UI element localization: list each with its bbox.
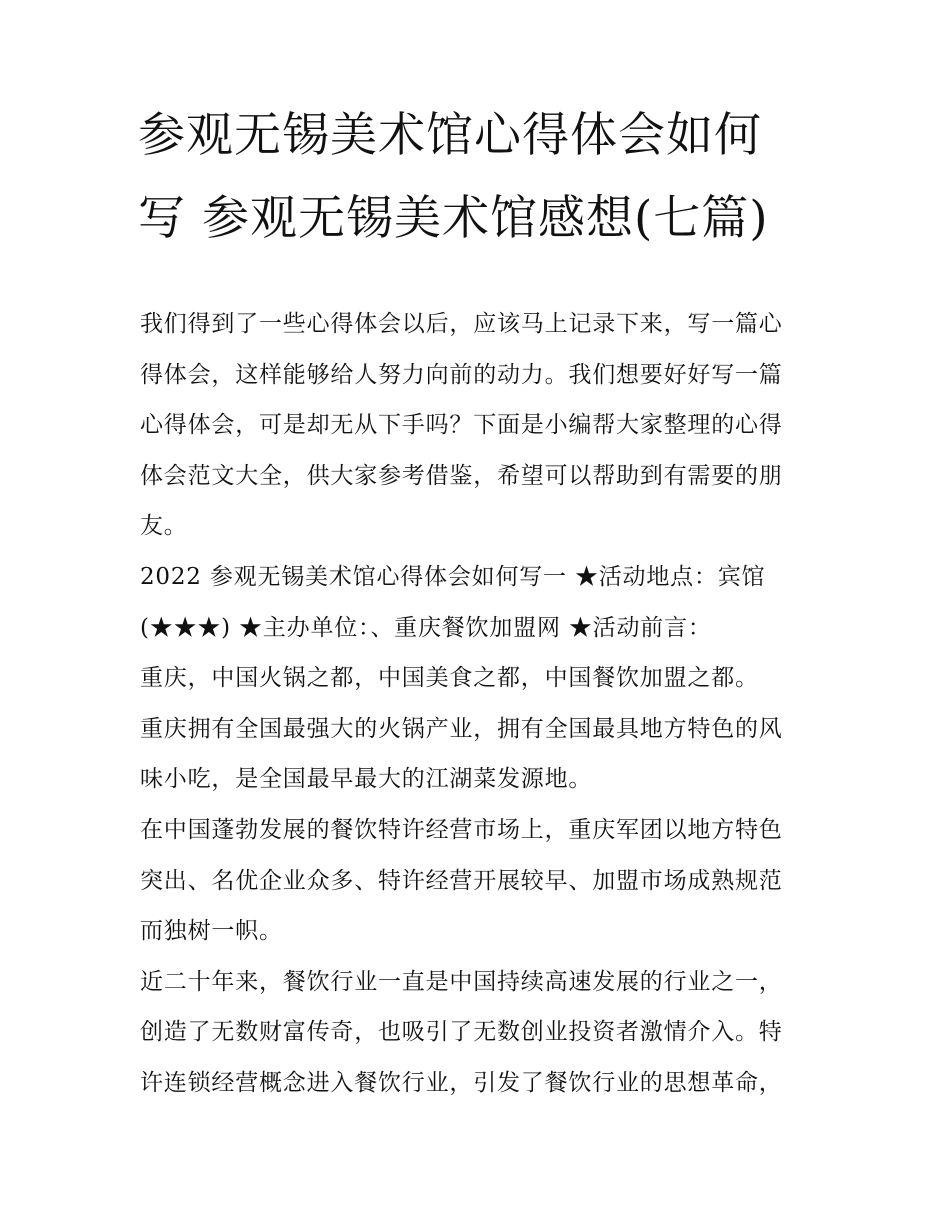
- paragraph-franchise-line-2: 突出、名优企业众多、特许经营开展较早、加盟市场成熟规范: [140, 868, 783, 894]
- paragraph-event-line-1: 2022 参观无锡美术馆心得体会如何写一 ★活动地点：宾馆: [140, 564, 766, 590]
- paragraph-hotpot-line-1: 重庆拥有全国最强大的火锅产业，拥有全国最具地方特色的风: [140, 716, 783, 742]
- paragraph-intro-line-3: 心得体会，可是却无从下手吗？下面是小编帮大家整理的心得: [140, 412, 783, 438]
- paragraph-franchise-line-3: 而独树一帜。: [140, 918, 283, 944]
- paragraph-chongqing-line-1: 重庆，中国火锅之都，中国美食之都，中国餐饮加盟之都。: [140, 665, 759, 691]
- title-line-1: 参观无锡美术馆心得体会如何: [138, 108, 762, 163]
- paragraph-franchise-line-1: 在中国蓬勃发展的餐饮特许经营市场上，重庆军团以地方特色: [140, 817, 783, 843]
- paragraph-event-line-2: (★★★) ★主办单位：、重庆餐饮加盟网 ★活动前言：: [140, 615, 712, 641]
- paragraph-industry-line-2: 创造了无数财富传奇，也吸引了无数创业投资者激情介入。特: [140, 1019, 783, 1045]
- paragraph-intro-line-2: 得体会，这样能够给人努力向前的动力。我们想要好好写一篇: [140, 362, 783, 388]
- paragraph-intro-line-1: 我们得到了一些心得体会以后，应该马上记录下来，写一篇心: [140, 311, 783, 337]
- paragraph-industry-line-3: 许连锁经营概念进入餐饮行业，引发了餐饮行业的思想革命，: [140, 1070, 783, 1096]
- paragraph-hotpot-line-2: 味小吃，是全国最早最大的江湖菜发源地。: [140, 766, 593, 792]
- document-title: [138, 108, 818, 246]
- paragraph-industry-line-1: 近二十年来，餐饮行业一直是中国持续高速发展的行业之一，: [140, 969, 783, 995]
- title-line-2: 写 参观无锡美术馆感想(七篇): [138, 191, 769, 246]
- paragraph-intro-line-4: 体会范文大全，供大家参考借鉴，希望可以帮助到有需要的朋: [140, 463, 783, 489]
- paragraph-intro-line-5: 友。: [140, 513, 188, 539]
